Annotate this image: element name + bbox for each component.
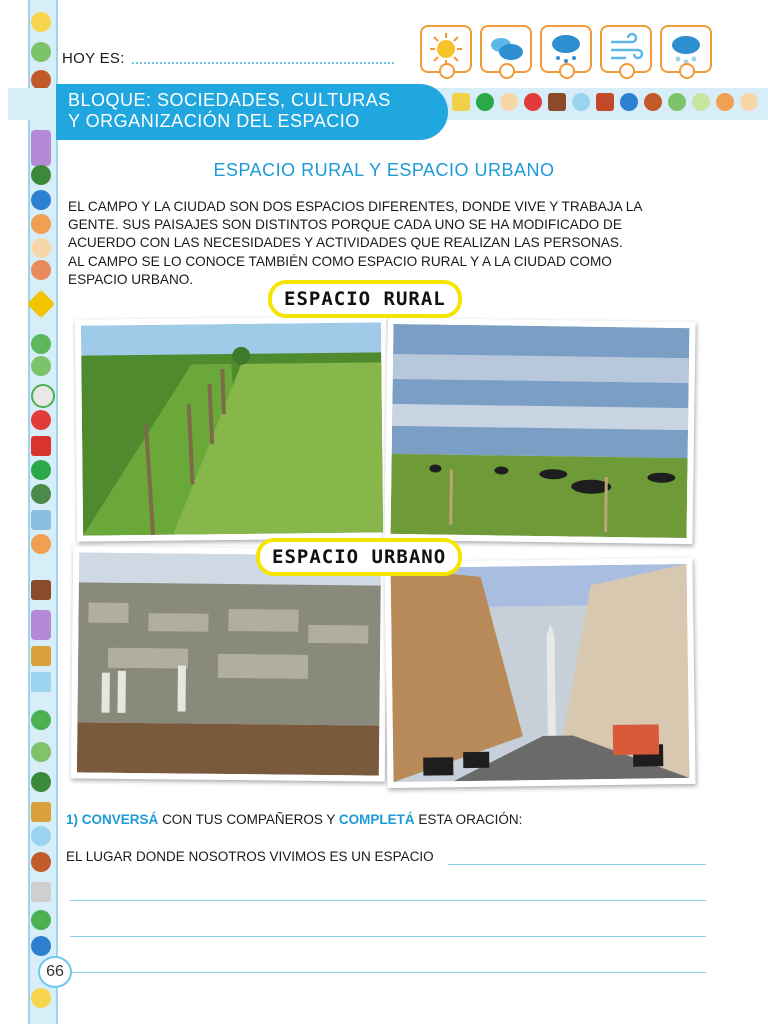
green-arrow-sign-icon [31, 460, 51, 480]
activity-number: 1) [66, 812, 79, 827]
laurel-emblem-icon [31, 384, 55, 408]
weather-cloudy-option[interactable] [480, 25, 532, 73]
cockade-icon [31, 826, 51, 846]
flower-icon [31, 356, 51, 376]
book-icon [548, 93, 566, 111]
section-title: ESPACIO RURAL Y ESPACIO URBANO [213, 160, 555, 180]
laurel-emblem-icon [31, 742, 51, 762]
block-title-line1: BLOQUE: SOCIEDADES, CULTURAS [68, 90, 391, 110]
answer-line-4[interactable] [70, 972, 706, 973]
cloudy-icon [488, 32, 524, 66]
activity-end-text: ESTA ORACIÓN: [418, 812, 523, 827]
cloud-label-icon [31, 238, 51, 258]
activity-verb-converse: CONVERSÁ [81, 812, 159, 827]
cloud-label-icon [500, 93, 518, 111]
leaf-map-icon [31, 910, 51, 930]
weather-rain-option[interactable] [540, 25, 592, 73]
date-fill-line[interactable] [132, 62, 394, 64]
child-figure-icon [31, 852, 51, 872]
rural-photo-crops [75, 316, 389, 541]
soldier-figure-icon [31, 772, 51, 792]
cabildo-icon [31, 882, 51, 902]
flag-icon [31, 672, 51, 692]
activity-middle-text: CON TUS COMPAÑEROS Y [162, 812, 336, 827]
page-number: 66 [38, 956, 72, 988]
note-icon [452, 93, 470, 111]
urban-label: ESPACIO URBANO [256, 538, 462, 576]
building-icon [596, 93, 614, 111]
weather-snow-option[interactable] [660, 25, 712, 73]
activity-verb-complete: COMPLETÁ [338, 812, 415, 827]
block-banner [56, 84, 448, 140]
date-label: HOY ES: [62, 50, 125, 67]
answer-line-3[interactable] [70, 936, 706, 937]
answer-line-2[interactable] [70, 900, 706, 901]
leaf-map-icon [31, 710, 51, 730]
globe-icon [620, 93, 638, 111]
sun-face-icon [31, 988, 51, 1008]
house-icon [31, 436, 51, 456]
intro-paragraph-2: AL CAMPO SE LO CONOCE TAMBIÉN COMO ESPACIO RURAL Y A LA CIUDAD COMO ESPACIO URBANO. [68, 253, 612, 287]
intro-text [68, 198, 668, 289]
globe-icon [31, 936, 51, 956]
child-face-icon [31, 260, 51, 280]
book-icon [31, 580, 51, 600]
building-icon [31, 802, 51, 822]
laurel-emblem-icon [31, 42, 51, 62]
child-figure-icon [31, 70, 51, 90]
cloud-label-icon [740, 93, 758, 111]
weather-wind-option[interactable] [600, 25, 652, 73]
globe-icon [31, 190, 51, 210]
child-figure-icon [644, 93, 662, 111]
newspaper-icon [31, 510, 51, 530]
wind-icon [608, 32, 644, 66]
no-parking-sign-icon [524, 93, 542, 111]
child-face-icon [31, 214, 51, 234]
block-title-line2: Y ORGANIZACIÓN DEL ESPACIO [68, 111, 360, 131]
intro-paragraph-1: EL CAMPO Y LA CIUDAD SON DOS ESPACIOS DIFERENTES, DONDE VIVE Y TRABAJA LA GENTE. SUS PAISAJES SON DISTINTOS PORQUE CADA UNO SE HA MODIFICADO DE ACUERDO CON LAS NECESIDADES Y ACTIVIDADES QUE REALIZAN LAS PERSONAS. [68, 199, 642, 251]
map-icon [31, 610, 51, 640]
green-arrow-sign-icon [476, 93, 494, 111]
activity-instruction [66, 812, 522, 827]
laurel-emblem-icon [668, 93, 686, 111]
leaf-map-icon [31, 334, 51, 354]
snow-icon [668, 32, 704, 66]
rain-icon [548, 32, 584, 66]
urban-photo-aerial [71, 546, 387, 781]
building-icon [31, 646, 51, 666]
child-face-icon [716, 93, 734, 111]
rural-photo-cows [384, 318, 695, 544]
rural-label: ESPACIO RURAL [268, 280, 462, 318]
child-face-icon [31, 534, 51, 554]
sun-face-icon [31, 12, 51, 32]
band-icon-row [452, 93, 758, 111]
sun-icon [428, 32, 464, 66]
leaf-icon [692, 93, 710, 111]
weather-sun-option[interactable] [420, 25, 472, 73]
road-icon [31, 484, 51, 504]
answer-line-1[interactable] [448, 864, 706, 865]
no-parking-sign-icon [31, 410, 51, 430]
urban-photo-avenue [384, 558, 695, 788]
sentence-prompt: EL LUGAR DONDE NOSOTROS VIVIMOS ES UN ESPACIO [66, 849, 434, 864]
cockade-icon [572, 93, 590, 111]
